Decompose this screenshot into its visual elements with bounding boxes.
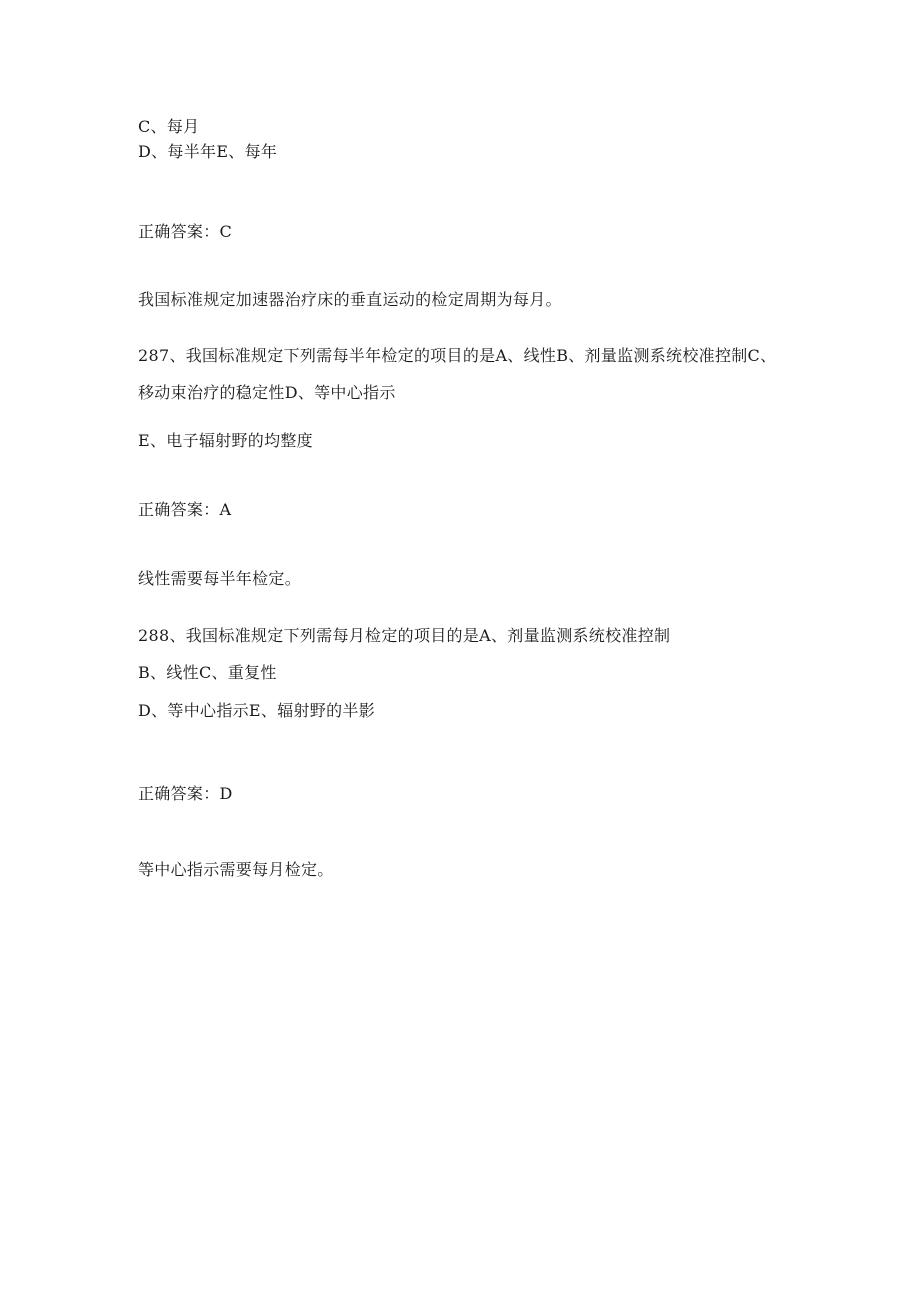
q286-explanation: 我国标准规定加速器治疗床的垂直运动的检定周期为每月。 [138,290,562,309]
q286-option-de: D、每半年E、每年 [138,142,278,161]
q286-answer: 正确答案：C [138,222,233,241]
q287-explanation: 线性需要每半年检定。 [138,569,302,588]
q288-option-de: D、等中心指示E、辐射野的半影 [138,701,376,720]
q288-question-line1: 288、我国标准规定下列需每月检定的项目的是A、剂量监测系统校准控制 [138,626,671,645]
q287-question-line2: 移动束治疗的稳定性D、等中心指示 [138,383,396,402]
q288-explanation: 等中心指示需要每月检定。 [138,860,334,879]
q286-option-c: C、每月 [138,117,200,136]
q287-option-e: E、电子辐射野的均整度 [138,431,313,450]
q287-question-line1: 287、我国标准规定下列需每半年检定的项目的是A、线性B、剂量监测系统校准控制C、 [138,346,777,365]
q288-answer: 正确答案：D [138,784,233,803]
q287-answer: 正确答案：A [138,500,232,519]
q288-option-bc: B、线性C、重复性 [138,663,277,682]
